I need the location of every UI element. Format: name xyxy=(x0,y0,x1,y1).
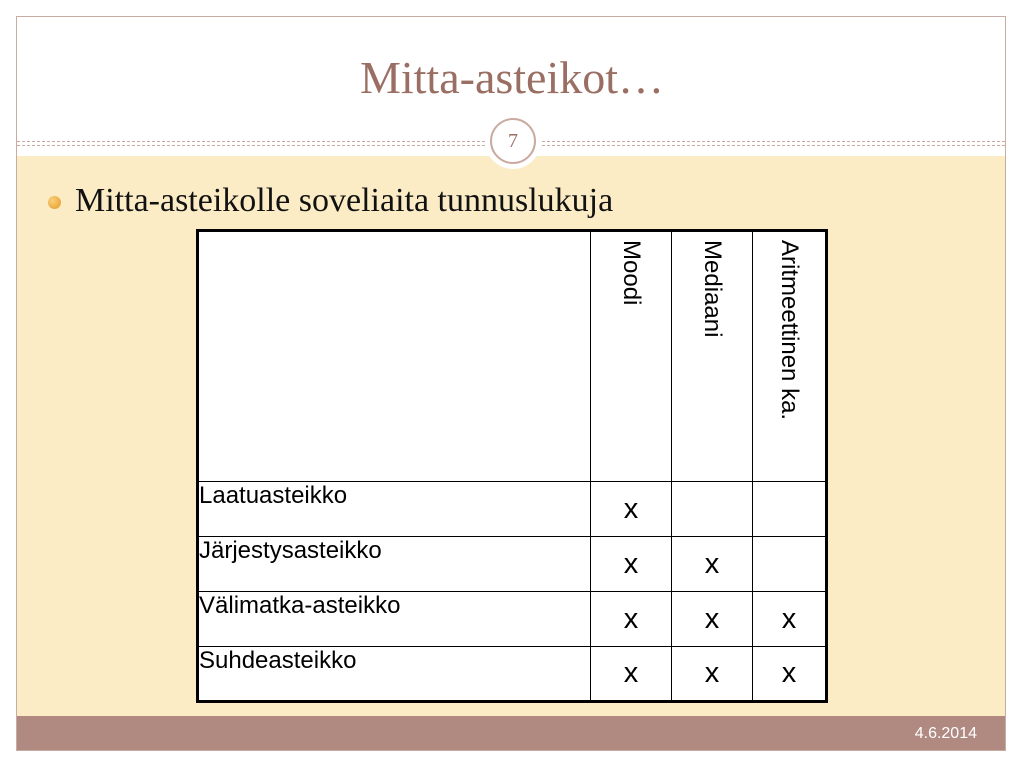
mark-cell: x xyxy=(672,592,753,647)
mark-cell xyxy=(672,482,753,537)
row-label: Järjestysasteikko xyxy=(198,537,591,592)
table-row xyxy=(198,482,827,537)
mark-cell: x xyxy=(672,647,753,702)
slide-number: 7 xyxy=(490,118,536,164)
row-label: Laatuasteikko xyxy=(198,482,591,537)
mark-cell: x xyxy=(591,592,672,647)
table-row xyxy=(198,592,827,647)
column-header-label: Mediaani xyxy=(699,240,726,338)
bullet-text: Mitta-asteikolle soveliaita tunnuslukuja xyxy=(75,182,614,219)
column-header-label: Moodi xyxy=(618,240,645,306)
table-row xyxy=(198,537,827,592)
row-label: Suhdeasteikko xyxy=(198,647,591,702)
mark-cell xyxy=(753,537,827,592)
mark-cell: x xyxy=(591,482,672,537)
column-header-aritmeettinen xyxy=(753,231,827,482)
footer-bar xyxy=(17,716,1005,750)
mark-cell: x xyxy=(591,647,672,702)
row-label: Välimatka-asteikko xyxy=(198,592,591,647)
column-header-label: Aritmeettinen ka. xyxy=(776,240,803,421)
bullet-item xyxy=(48,180,613,222)
bullet-icon xyxy=(48,196,61,209)
table-corner-cell xyxy=(198,231,591,482)
table-row xyxy=(198,647,827,702)
column-header-moodi xyxy=(591,231,672,482)
mark-cell: x xyxy=(672,537,753,592)
mark-cell: x xyxy=(753,592,827,647)
table-header-row xyxy=(198,231,827,482)
mark-cell xyxy=(753,482,827,537)
slide-number-badge xyxy=(485,113,541,169)
slide-title: Mitta-asteikot… xyxy=(359,52,665,103)
column-header-mediaani xyxy=(672,231,753,482)
scale-statistics-table xyxy=(196,229,828,703)
footer-date: 4.6.2014 xyxy=(914,725,977,742)
mark-cell: x xyxy=(591,537,672,592)
mark-cell: x xyxy=(753,647,827,702)
